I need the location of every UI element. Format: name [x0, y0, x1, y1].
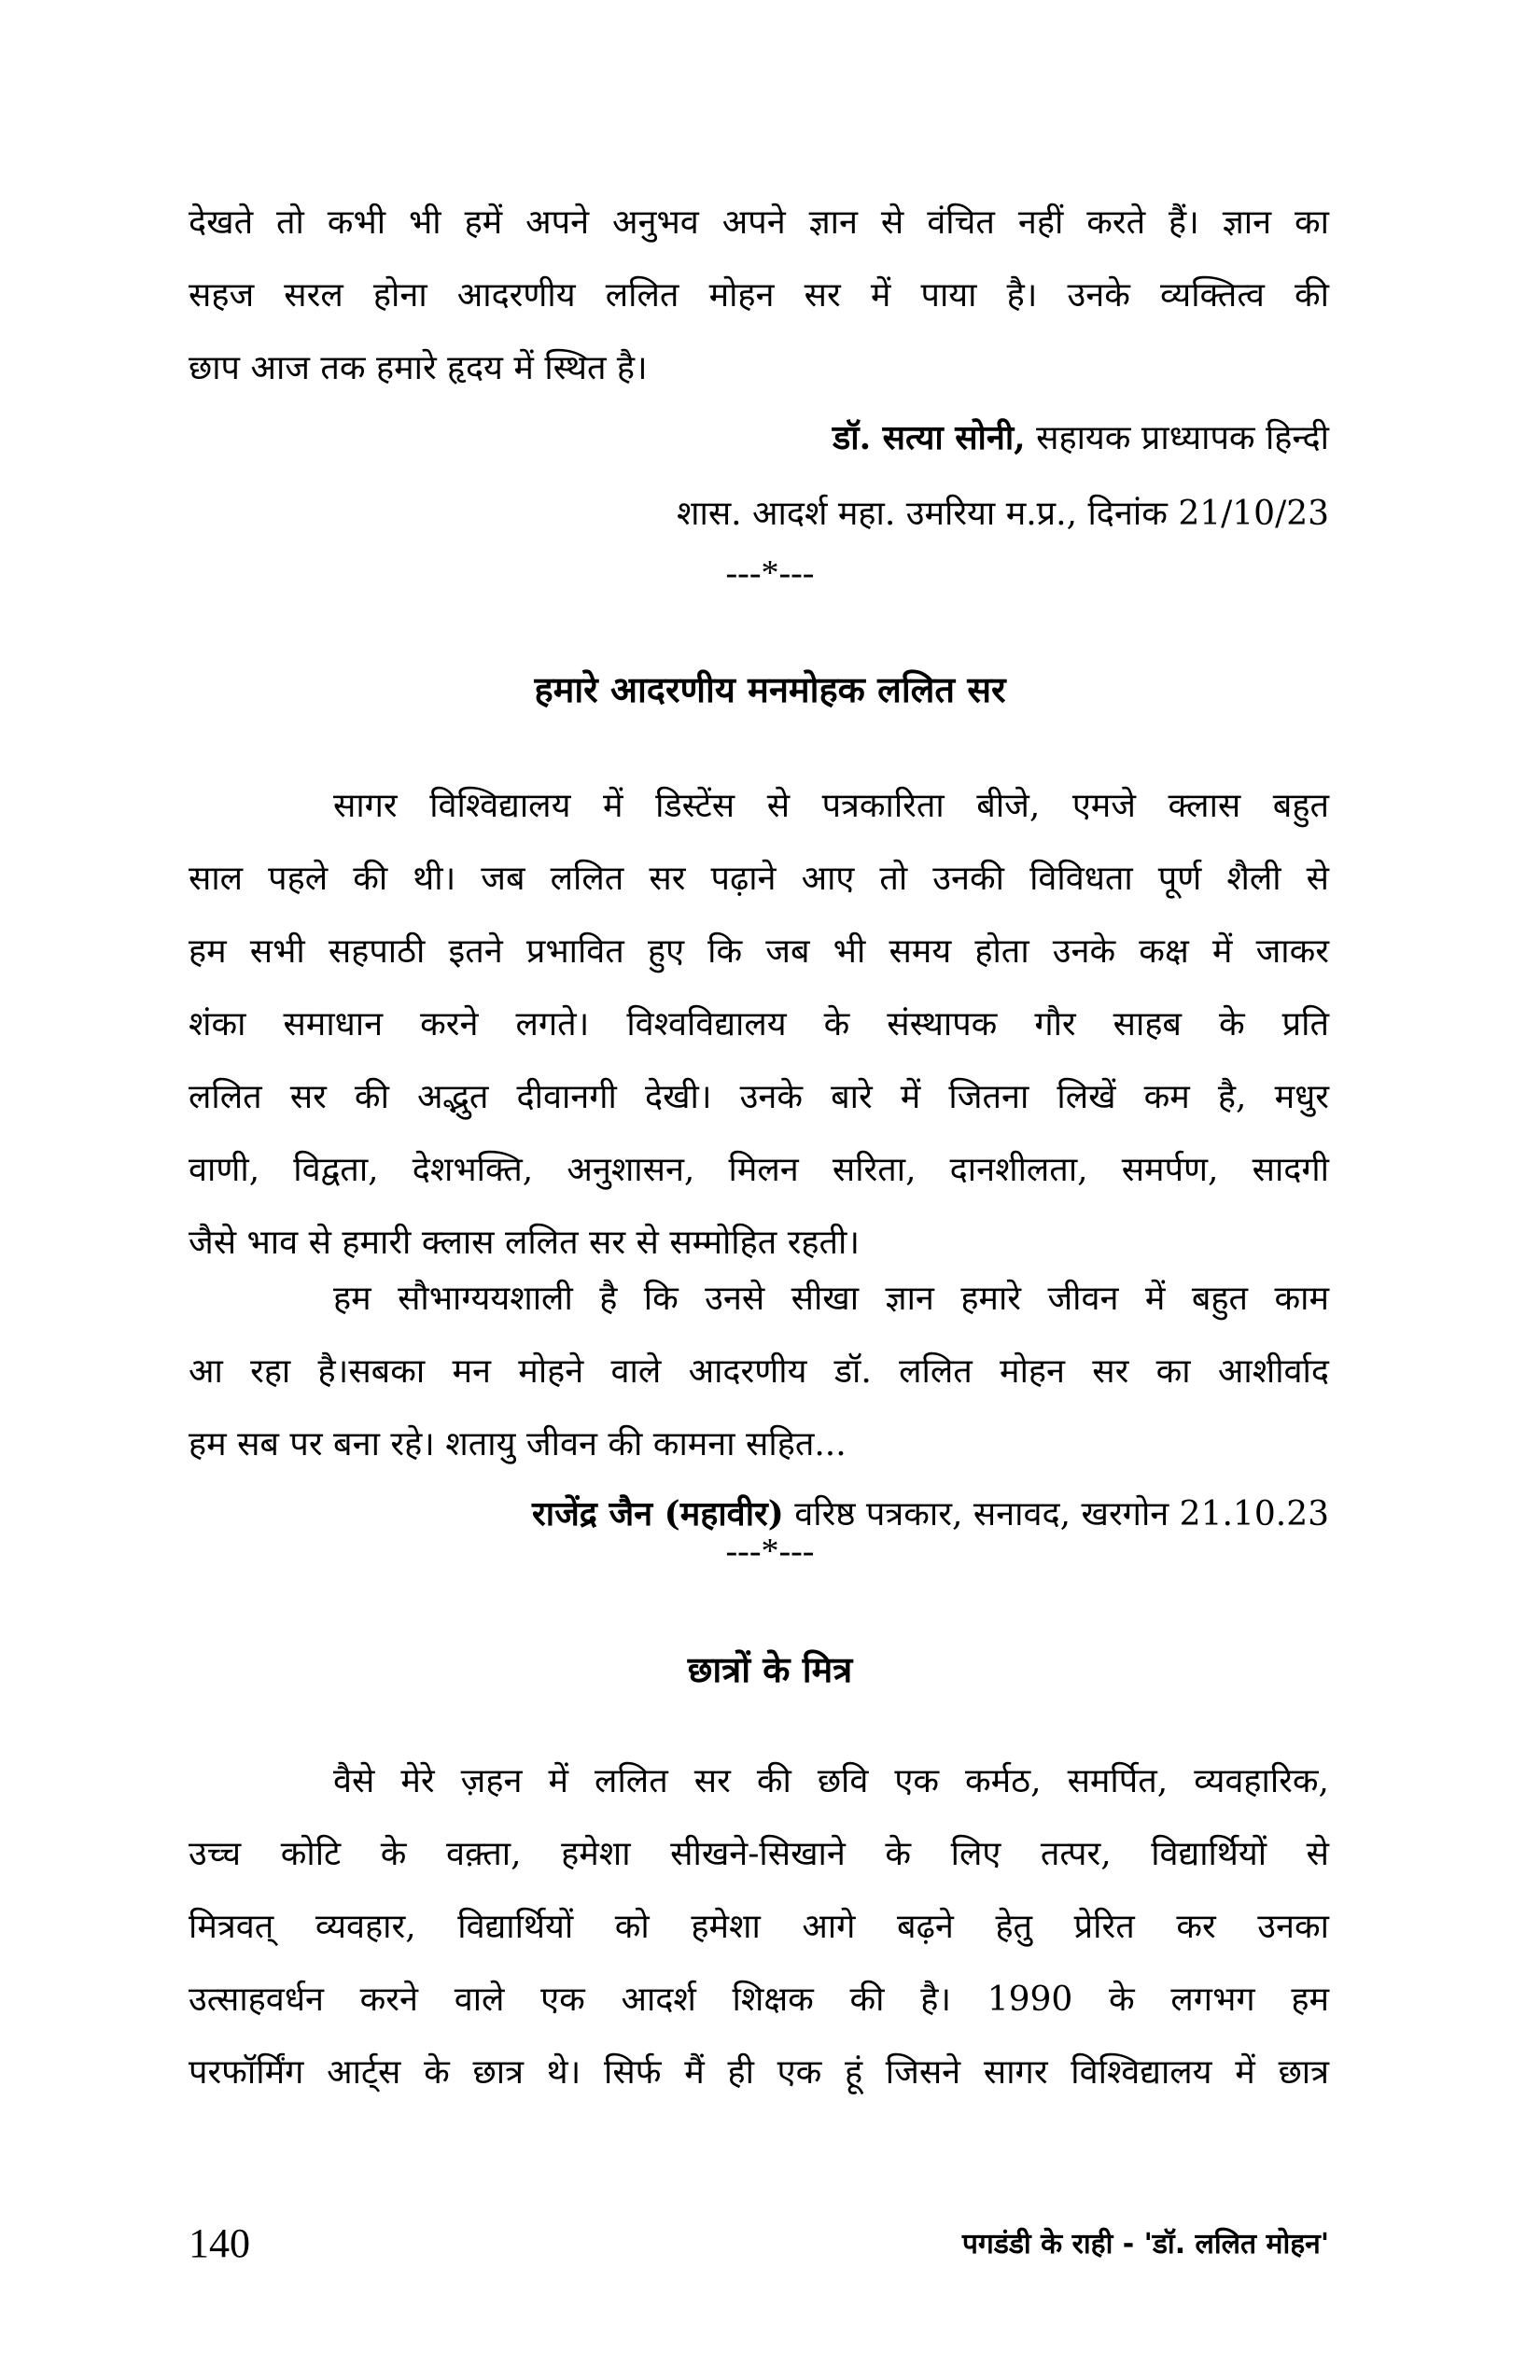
section1-paragraph-2	[189, 1263, 1329, 1481]
section2-paragraph-1	[189, 1745, 1329, 2109]
continuation-paragraph	[189, 187, 1329, 405]
signature-designation: सहायक प्राध्यापक हिन्दी	[1025, 419, 1329, 457]
text-line: देखते तो कभी भी हमें अपने अनुभव अपने ज्ञान से वंचित नहीं करते हैं। ज्ञान का	[189, 203, 1329, 242]
text-line: सहज सरल होना आदरणीय ललित मोहन सर में पाया है। उनके व्यक्तित्व की	[189, 276, 1329, 315]
signature-name: डॉ. सत्या सोनी,	[833, 418, 1026, 457]
running-footer-title: पगडंडी के राही - 'डॉ. ललित मोहन'	[961, 2228, 1329, 2261]
text-line: परफॉर्मिंग आर्ट्स के छात्र थे। सिर्फ मैं ही एक हूं जिसने सागर विश्विद्यालय में छात्र	[189, 2053, 1329, 2092]
text-line: हम सौभाग्ययशाली है कि उनसे सीखा ज्ञान हमारे जीवन में बहुत काम	[333, 1280, 1329, 1318]
section-heading: हमारे आदरणीय मनमोहक ललित सर	[534, 669, 1006, 710]
text-line: मित्रवत् व्यवहार, विद्यार्थियों को हमेशा आगे बढ़ने हेतु प्रेरित कर उनका	[189, 1908, 1329, 1946]
text-line: सागर विश्विद्यालय में डिस्टेंस से पत्रकारिता बीजे, एमजे क्लास बहुत	[333, 787, 1329, 825]
text-line: हम सब पर बना रहे। शतायु जीवन की कामना सहित...	[189, 1425, 847, 1463]
text-line: ललित सर की अद्भुत दीवानगी देखी। उनके बारे में जितना लिखें कम है, मधुर	[189, 1078, 1329, 1116]
signature-1	[833, 401, 1329, 475]
text-line: साल पहले की थी। जब ललित सर पढ़ाने आए तो उनकी विविधता पूर्ण शैली से	[189, 860, 1329, 898]
section-heading: छात्रों के मित्र	[687, 1649, 853, 1690]
text-line: शंका समाधान करने लगते। विश्वविद्यालय के संस्थापक गौर साहब के प्रति	[189, 1005, 1329, 1043]
text-line: वैसे मेरे ज़हन में ललित सर की छवि एक कर्मठ, समर्पित, व्यवहारिक,	[333, 1762, 1329, 1800]
signature-name: राजेंद्र जैन (महावीर)	[532, 1494, 784, 1533]
text-line: उत्साहवर्धन करने वाले एक आदर्श शिक्षक की है। 1990 के लगभग हम	[189, 1981, 1329, 2019]
signature-details: वरिष्ठ पत्रकार, सनावद, खरगोन 21.10.23	[783, 1495, 1329, 1533]
signature-1-place-date: शास. आदर्श महा. उमरिया म.प्र., दिनांक 21/10/23	[677, 495, 1329, 533]
text-line: उच्च कोटि के वक़्ता, हमेशा सीखने-सिखाने के लिए तत्पर, विद्यार्थियों से	[189, 1835, 1329, 1873]
page-number: 140	[189, 2220, 250, 2266]
text-line: हम सभी सहपाठी इतने प्रभावित हुए कि जब भी समय होता उनके कक्ष में जाकर	[189, 932, 1329, 971]
text-line: जैसे भाव से हमारी क्लास ललित सर से सम्मोहित रहती।	[189, 1224, 861, 1262]
section-separator: ---*---	[725, 1532, 815, 1571]
section-separator: ---*---	[725, 553, 815, 593]
text-line: आ रहा है।सबका मन मोहने वाले आदरणीय डॉ. ललित मोहन सर का आशीर्वाद	[189, 1352, 1329, 1391]
section1-paragraph-1	[189, 770, 1329, 1280]
text-line: छाप आज तक हमारे हृदय में स्थित है।	[189, 349, 648, 387]
text-line: वाणी, विद्वता, देशभक्ति, अनुशासन, मिलन सरिता, दानशीलता, समर्पण, सादगी	[189, 1151, 1329, 1189]
